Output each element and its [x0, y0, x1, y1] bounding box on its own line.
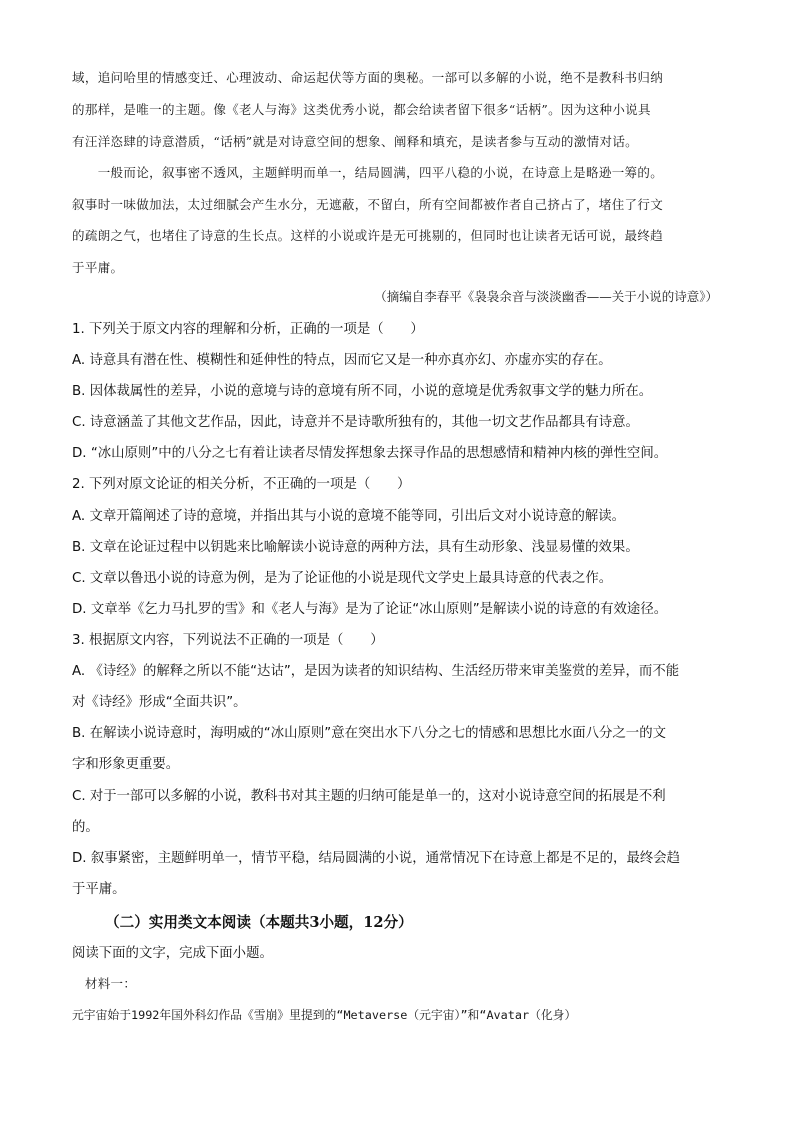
question-1-option-c: C. 诗意涵盖了其他文艺作品，因此，诗意并不是诗歌所独有的，其他一切文艺作品都具有诗意。 [72, 415, 639, 430]
passage-line: 于平庸。 [72, 260, 124, 275]
question-2-option-c: C. 文章以鲁迅小说的诗意为例，是为了论证他的小说是现代文学史上最具诗意的代表之作。 [72, 571, 613, 586]
question-1-stem: 1. 下列关于原文内容的理解和分析，正确的一项是（ ） [72, 322, 424, 337]
question-3-option-b-cont: 字和形象更重要。 [72, 757, 180, 772]
passage-line: 一般而论，叙事密不透风，主题鲜明而单一，结局圆满，四平八稳的小说，在诗意上是略逊一筹的。 [72, 165, 664, 180]
question-3-option-b: B. 在解读小说诗意时，海明威的“冰山原则”意在突出水下八分之七的情感和思想比水面八分之一的文 [72, 726, 666, 741]
question-3-option-a-cont: 对《诗经》形成“全面共识”。 [72, 695, 247, 710]
question-2-option-b: B. 文章在论证过程中以钥匙来比喻解读小说诗意的两种方法，具有生动形象、浅显易懂的效果。 [72, 540, 639, 555]
question-2-stem: 2. 下列对原文论证的相关分析，不正确的一项是（ ） [72, 477, 411, 492]
question-1-option-d: D. “冰山原则”中的八分之七有着让读者尽情发挥想象去探寻作品的思想感情和精神内核的弹性空间。 [72, 446, 668, 461]
question-3-option-a: A. 《诗经》的解释之所以不能“达诂”，是因为读者的知识结构、生活经历带来审美鉴赏的差异，而不能 [72, 664, 680, 679]
question-3-option-d-cont: 于平庸。 [72, 882, 126, 897]
passage-line: 有汪洋恣肆的诗意潜质，“话柄”就是对诗意空间的想象、阐释和填充，是读者参与互动的激情对话。 [72, 134, 639, 149]
question-3-option-c-cont: 的。 [72, 820, 99, 835]
question-1-option-a: A. 诗意具有潜在性、模糊性和延伸性的特点，因而它又是一种亦真亦幻、亦虚亦实的存在。 [72, 353, 612, 368]
passage-line: 域，追问哈里的情感变迁、心理波动、命运起伏等方面的奥秘。一部可以多解的小说，绝不是教科书归纳 [72, 70, 664, 85]
question-2-option-d: D. 文章举《乞力马扎罗的雪》和《老人与海》是为了论证“冰山原则”是解读小说的诗意的有效途径。 [72, 602, 668, 617]
question-3-option-c: C. 对于一部可以多解的小说，教科书对其主题的归纳可能是单一的，这对小说诗意空间的拓展是不利 [72, 789, 666, 804]
passage-line: 叙事时一味做加法，太过细腻会产生水分，无遮蔽，不留白，所有空间都被作者自己挤占了，堵住了行文 [72, 197, 664, 212]
question-3-stem: 3. 根据原文内容，下列说法不正确的一项是（ ） [72, 633, 384, 648]
passage-line: 的那样，是唯一的主题。像《老人与海》这类优秀小说，都会给读者留下很多“话柄”。因为这种小说具 [72, 102, 651, 117]
question-3-option-d: D. 叙事紧密，主题鲜明单一，情节平稳，结局圆满的小说，通常情况下在诗意上都是不足的，最终会趋 [72, 851, 681, 866]
section-heading: （二）实用类文本阅读（本题共3小题，12分） [105, 914, 413, 931]
question-2-option-a: A. 文章开篇阐述了诗的意境，并指出其与小说的意境不能等同，引出后文对小说诗意的解读。 [72, 509, 626, 524]
material-text-line: 元宇宙始于1992年国外科幻作品《雪崩》里提到的“Metaverse（元宇宙）”和“Avatar（化身） [72, 1008, 577, 1022]
passage-line: 的疏朗之气，也堵住了诗意的生长点。这样的小说或许是无可挑剔的，但同时也让读者无话可说，最终趋 [72, 228, 664, 243]
section-instruction: 阅读下面的文字，完成下面小题。 [72, 946, 273, 961]
question-1-option-b: B. 因体裁属性的差异，小说的意境与诗的意境有所不同，小说的意境是优秀叙事文学的魅力所在。 [72, 384, 653, 399]
material-label: 材料一： [72, 976, 137, 991]
passage-source: （摘编自李春平《袅袅余音与淡淡幽香——关于小说的诗意》） [374, 289, 718, 304]
